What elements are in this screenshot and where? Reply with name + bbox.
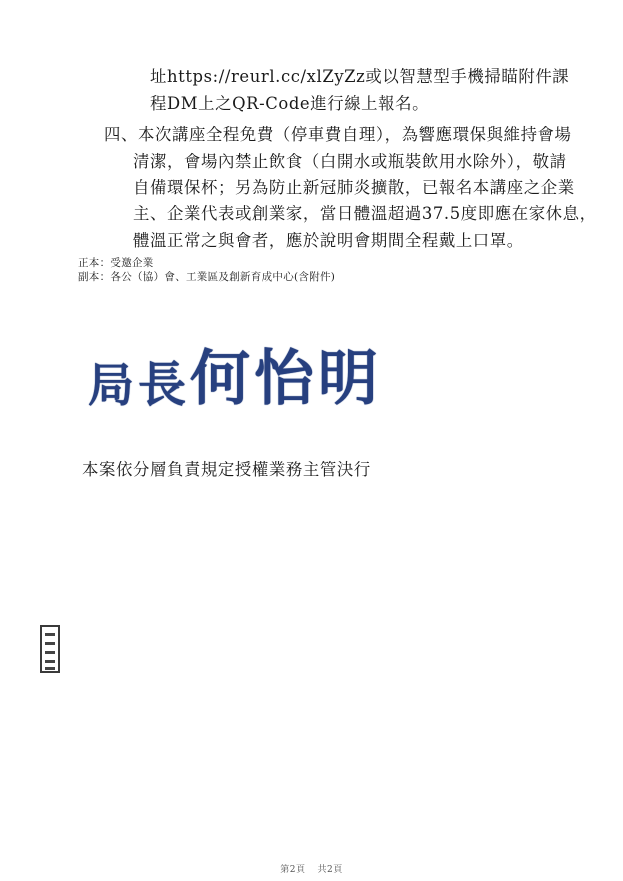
body-line-6: 主、企業代表或創業家，當日體溫超過37.5度即應在家休息， [133, 204, 597, 223]
copy-recipients: 副本：各公（協）會、工業區及創新育成中心(含附件) [78, 271, 336, 283]
page-number: 第2頁 [280, 865, 306, 875]
body-line-3: 四、本次講座全程免費（停車費自理），為響應環保與維持會場 [104, 125, 572, 144]
director-signature-seal: 局長何怡明 [88, 344, 383, 414]
body-line-1: 址https://reurl.cc/xlZyZz或以智慧型手機掃瞄附件課 [150, 67, 570, 86]
body-line-5: 自備環保杯；另為防止新冠肺炎擴散，已報名本講座之企業 [133, 178, 575, 197]
page-footer [0, 862, 623, 875]
page-total: 共2頁 [317, 865, 343, 875]
body-line-7: 體溫正常之與會者，應於說明會期間全程戴上口罩。 [133, 231, 524, 250]
original-recipient: 正本：受邀企業 [78, 257, 154, 269]
body-line-2: 程DM上之QR-Code進行線上報名。 [150, 94, 430, 113]
delegation-note: 本案依分層負責規定授權業務主管決行 [82, 460, 371, 479]
vertical-seal-stamp-icon [40, 625, 60, 673]
body-line-4: 清潔，會場內禁止飲食（白開水或瓶裝飲用水除外），敬請 [133, 152, 567, 171]
